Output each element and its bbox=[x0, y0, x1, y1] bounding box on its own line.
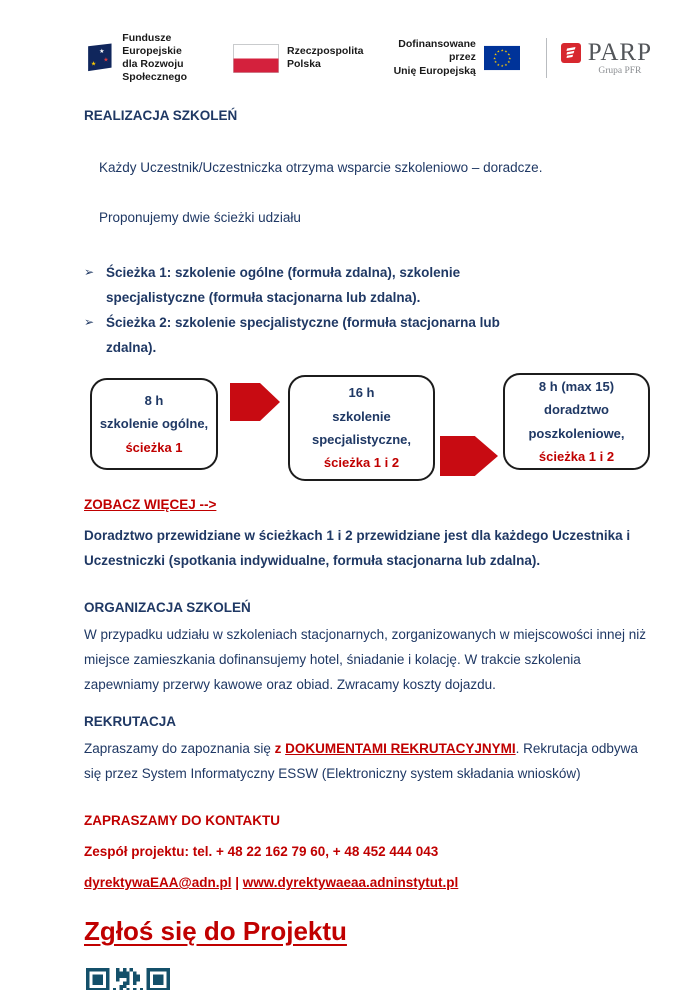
training-path-diagram bbox=[90, 373, 652, 483]
kontakt-links-line bbox=[84, 875, 652, 890]
bullet-sciezka-1 bbox=[84, 260, 652, 310]
svg-text:★: ★ bbox=[493, 52, 497, 57]
header-logos bbox=[84, 33, 652, 83]
box-highlight-line: ścieżka 1 bbox=[125, 439, 183, 455]
svg-text:★: ★ bbox=[500, 63, 504, 68]
eu-funds-flag-icon bbox=[84, 36, 114, 80]
box-line: doradztwo bbox=[544, 402, 609, 418]
section-heading-kontakt: ZAPRASZAMY DO KONTAKTU bbox=[84, 813, 280, 828]
box-line: 16 h bbox=[348, 385, 375, 401]
poland-flag-icon bbox=[233, 44, 279, 73]
svg-text:★: ★ bbox=[492, 56, 496, 61]
svg-text:★: ★ bbox=[504, 62, 508, 67]
bullet-sciezka-1-text: Ścieżka 1: szkolenie ogólne (formuła zdalna), szkolenie specjalistyczne (formuła stacjonarna lub zdalna). bbox=[106, 265, 461, 305]
rekrutacja-seg3: . Rekrutacja odbywa się przez System Informatyczny ESSW (Elektroniczny system składania wniosków) bbox=[84, 741, 642, 781]
svg-text:★: ★ bbox=[99, 48, 105, 56]
svg-text:★: ★ bbox=[500, 48, 504, 53]
eu-flag-icon bbox=[484, 43, 520, 73]
poland-logo-label: Rzeczpospolita Polska bbox=[287, 44, 364, 70]
rekrutacja-paragraph bbox=[84, 736, 652, 786]
eu-cofunded-logo bbox=[389, 38, 520, 77]
svg-text:★: ★ bbox=[496, 49, 500, 54]
diagram-box-szkolenie-specjalistyczne bbox=[288, 375, 435, 481]
diagram-box-szkolenie-ogolne bbox=[90, 378, 218, 470]
svg-text:★: ★ bbox=[507, 52, 511, 57]
qr-code bbox=[86, 968, 170, 990]
box-line: szkolenie bbox=[332, 408, 391, 424]
link-separator: | bbox=[231, 875, 243, 890]
header-divider bbox=[546, 38, 547, 78]
rekrutacja-seg1: Zapraszamy do zapoznania się bbox=[84, 741, 275, 756]
section-heading-rekrutacja: REKRUTACJA bbox=[84, 714, 177, 729]
diagram-box-doradztwo bbox=[503, 373, 650, 470]
box-line: poszkoleniowe, bbox=[528, 425, 625, 441]
section-heading-realizacja: REALIZACJA SZKOLEŃ bbox=[84, 108, 238, 123]
doradztwo-note: Doradztwo przewidziane w ścieżkach 1 i 2 przewidziane jest dla każdego Uczestnika i Uczestniczki (spotkania indywidualne, formuła stacjonarna lub zdalna). bbox=[84, 528, 634, 568]
eu-funds-logo bbox=[84, 32, 211, 85]
realizacja-line2: Proponujemy dwie ścieżki udziału bbox=[99, 210, 301, 225]
svg-text:★: ★ bbox=[508, 56, 512, 61]
svg-text:★: ★ bbox=[493, 60, 497, 65]
svg-text:★: ★ bbox=[504, 49, 508, 54]
website-link[interactable]: www.dyrektywaeaa.adninstytut.pl bbox=[242, 875, 459, 890]
svg-text:★: ★ bbox=[507, 60, 511, 65]
rekrutacja-seg2: z bbox=[274, 741, 286, 756]
bullet-sciezka-2-text: Ścieżka 2: szkolenie specjalistyczne (formuła stacjonarna lub zdalna). bbox=[106, 315, 500, 355]
parp-name: PARP bbox=[587, 39, 652, 66]
box-line: 8 h bbox=[144, 392, 164, 408]
bullet-arrow-icon: ➢ bbox=[84, 265, 95, 279]
box-highlight-line: ścieżka 1 i 2 bbox=[323, 455, 400, 471]
zobacz-wiecej-link[interactable]: ZOBACZ WIĘCEJ --> bbox=[84, 497, 217, 512]
path-bullet-list bbox=[84, 260, 652, 360]
bullet-sciezka-2 bbox=[84, 310, 652, 360]
parp-icon bbox=[561, 43, 581, 63]
box-line: 8 h (max 15) bbox=[538, 378, 615, 394]
svg-text:★: ★ bbox=[90, 60, 97, 68]
box-line: szkolenie ogólne, bbox=[99, 416, 209, 432]
section-heading-organizacja: ORGANIZACJA SZKOLEŃ bbox=[84, 600, 251, 615]
email-link[interactable]: dyrektywaEAA@adn.pl bbox=[84, 875, 232, 890]
dokumenty-rekrutacyjne-link[interactable]: DOKUMENTAMI REKRUTACYJNYMI bbox=[285, 741, 516, 756]
kontakt-phone-line: Zespół projektu: tel. + 48 22 162 79 60, + 48 452 444 043 bbox=[84, 844, 439, 859]
organizacja-paragraph: W przypadku udziału w szkoleniach stacjonarnych, zorganizowanych w miejscowości innej niż miejsce zamieszkania dofinansujemy hotel, śniadanie i kolację. W trakcie szkolenia zapewniamy przerwy kawowe oraz obiad. Zwracamy koszty dojazdu. bbox=[84, 627, 650, 692]
parp-logo bbox=[561, 40, 652, 76]
zglos-sie-cta-link[interactable]: Zgłoś się do Projektu bbox=[84, 916, 347, 946]
parp-subtitle: Grupa PFR bbox=[598, 66, 642, 76]
svg-text:★: ★ bbox=[103, 56, 109, 64]
right-arrow-icon bbox=[440, 436, 498, 476]
right-arrow-icon bbox=[230, 383, 280, 421]
svg-text:★: ★ bbox=[496, 62, 500, 67]
poland-logo bbox=[233, 44, 363, 73]
box-highlight-line: ścieżka 1 i 2 bbox=[538, 448, 615, 464]
box-line: specjalistyczne, bbox=[312, 432, 411, 447]
realizacja-line1: Każdy Uczestnik/Uczestniczka otrzyma wsparcie szkoleniowo – doradcze. bbox=[99, 160, 543, 175]
realizacja-paragraph bbox=[84, 130, 652, 255]
bullet-arrow-icon: ➢ bbox=[84, 315, 95, 329]
eu-cofunded-label: Dofinansowane przez Unię Europejską bbox=[393, 38, 476, 77]
eu-funds-logo-label: Fundusze Europejskie dla Rozwoju Społecznego bbox=[122, 31, 188, 84]
